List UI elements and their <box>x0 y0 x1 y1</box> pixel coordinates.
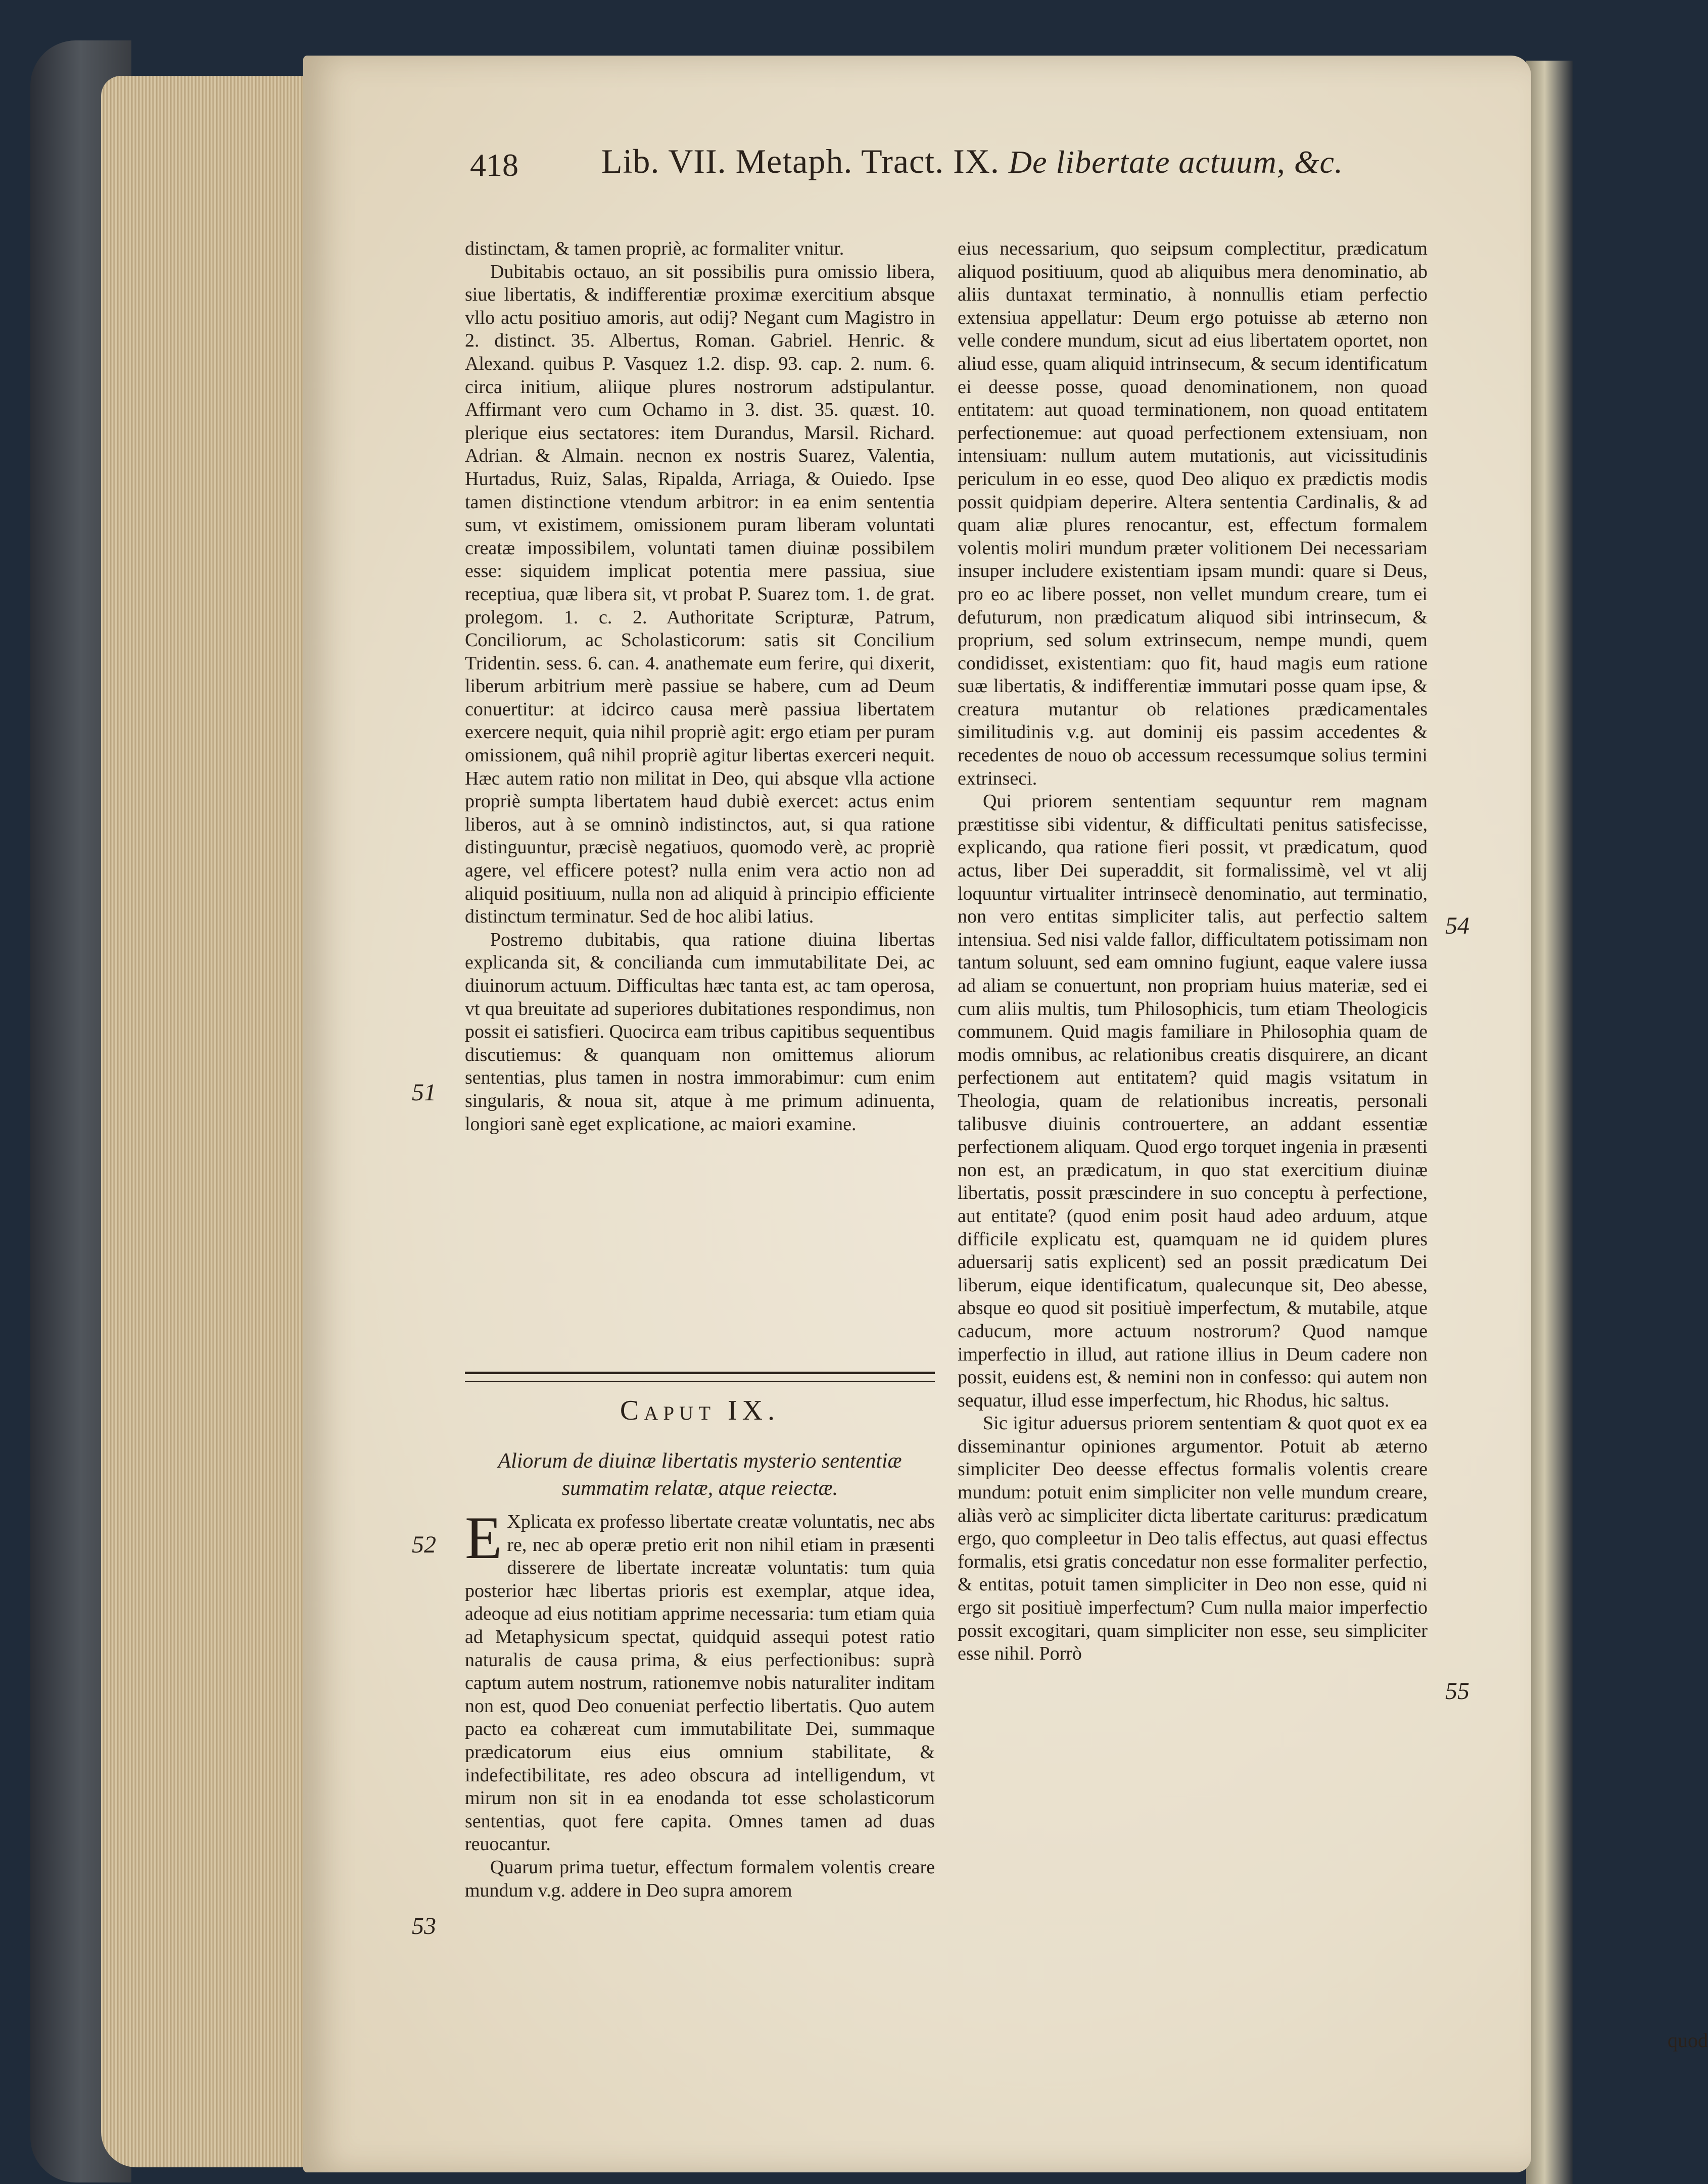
paragraph: distinctam, & tamen propriè, ac formaliter vnitur. <box>465 238 844 259</box>
running-head <box>601 141 1343 181</box>
margin-number: 53 <box>412 1913 436 1939</box>
margin-number: 52 <box>412 1531 436 1558</box>
margin-number: 54 <box>1445 912 1469 939</box>
paragraph: Quarum prima tuetur, effectum formalem volentis creare mundum v.g. addere in Deo supra amorem <box>465 1856 935 1901</box>
book-page <box>303 56 1708 2172</box>
left-column <box>465 237 935 1136</box>
chapter-subtitle: Aliorum de diuinæ libertatis mysterio sententiæ summatim relatæ, atque reiectæ. <box>498 1449 902 1500</box>
section-rule <box>465 1372 935 1382</box>
paragraph-text: Xplicata ex professo libertate creatæ voluntatis, nec abs re, nec ab operæ pretio erit non nihil etiam in præsenti disserere de libertate increatæ voluntatis: tum quia posterior hæc libertas prioris est exemplar, atque idea, adeoque ad eius notitiam apprime necessaria: tum etiam quia ad Metaphysicum spectat, quidquid assequi potest ratio naturalis de causa prima, & eius perfectionibus: suprà captum autem nostrum, rationemve nobis naturaliter inditam non est, quod Deo conueniat perfectio libertatis. Quo autem pacto ea cohæreat cum immutabilitate Dei, summaque prædicatorum eius eius omnium stabilitate, & indefectibilitate, res adeo obscura ad intelligendum, vt mirum non sit in ea enodanda tot esse scholasticorum sententias, quot fere capita. Omnes tamen ad duas reuocantur. <box>465 1511 935 1855</box>
running-subtitle: De libertate actuum, &c. <box>1008 144 1343 180</box>
next-page-edge <box>1526 61 1573 2184</box>
chapter-title: Caput IX. <box>620 1395 780 1426</box>
paragraph: Postremo dubitabis, qua ratione diuina libertas explicanda sit, & concilianda cum immutabilitate Dei, ac diuinorum actuum. Difficultas hæc tanta est, ac tam operosa, vt qua breuitate ad superiores dubitationes respondimus, non possit ei satisfieri. Quocirca eam tribus capitibus sequentibus discutiemus: & quanquam non omittemus aliorum sententias, plus tamen in nostra immorabimur: cum enim singularis, & noua sit, atque à me primum adinuenta, longiori sanè eget explicatione, ac maiori examine. <box>465 929 935 1135</box>
catchword: quod <box>1668 2029 1708 2052</box>
paragraph: Dubitabis octauo, an sit possibilis pura omissio libera, siue libertatis, & indifferentiæ proximæ exercitium absque vllo actu positiuo amoris, aut odij? Negant cum Magistro in 2. distinct. 35. Albertus, Roman. Gabriel. Henric. & Alexand. quibus P. Vasquez 1.2. disp. 93. cap. 2. num. 6. circa initium, aliique plures nostrorum adstipulantur. Affirmant vero cum Ochamo in 3. dist. 35. quæst. 10. plerique eius sectatores: item Durandus, Marsil. Richard. Adrian. & Almain. necnon ex nostris Suarez, Valentia, Hurtadus, Ruiz, Salas, Ripalda, Arriaga, & Ouiedo. Ipse tamen distinctione vtendum arbitror: in ea enim sententia sum, vt existimem, omissionem puram liberam voluntati creatæ impossibilem, voluntati tamen diuinæ possibilem esse: siquidem implicat potentia mere passiua, siue receptiua, quæ libera sit, vt probat P. Suarez tom. 1. de grat. prolegom. 1. c. 2. Authoritate Scripturæ, Patrum, Conciliorum, ac Scholasticorum: satis sit Concilium Tridentin. sess. 6. can. 4. anathemate eum ferire, qui dixerit, liberum arbitrium merè passiue se habere, cum ad Deum conuertitur: at idcirco causa merè passiua libertatem exercere nequit, quia nihil propriè agit: ergo etiam per puram omissionem, quâ nihil propriè agitur libertas exerceri nequit. Hæc autem ratio non militat in Deo, qui absque vlla actione propriè sumpta libertatem haud dubiè exercet: actus enim liberos, aut à se omninò indistinctos, aut, si qua ratione distinguuntur, præcisè negatiuos, quomodo verè, ac propriè agere, vel efficere potest? nulla enim vera actio non ad aliquid positiuum, nulla non ad aliquid à principio efficiente distinctum terminatur. Sed de hoc alibi latius. <box>465 261 935 928</box>
paragraph: eius necessarium, quo seipsum complectitur, prædicatum aliquod positiuum, quod ab aliquibus mera denominatio, ab aliis duntaxat terminatio, à nonnullis etiam perfectio extensiua appellatur: Deum ergo potuisse ab æterno non velle condere mundum, sicut ad eius libertatem oportet, non aliud esse, quam aliquid intrinsecum, & secum identificatum ei deesse posse, quoad denominationem, non quoad entitatem: aut quoad terminationem, non quoad entitatem perfectionemue: aut quoad perfectionem extensiuam, non intensiuam: nullum autem mutationis, aut vicissitudinis periculum in eo esse, quod Deo aliquo ex prædictis modis possit quidpiam deperire. Altera sententia Cardinalis, & ad quam aliæ plures renocantur, est, effectum formalem volentis moliri mundum præter volitionem Dei necessariam insuper includere existentiam ipsam mundi: quare si Deus, pro eo ac libere posset, non vellet mundum creare, tum ei defuturum, non prædicatum aliquod sibi intrinsecum, & proprium, sed solum extrinsecum, nempe mundi, quem condidisset, existentiam: quo fit, haud magis eum ratione suæ libertatis, & indifferentiæ immutari posse quam ipse, & creatura mutantur ob relationes prædicamentales similitudinis v.g. aut dominij eis passim accedentes & recedentes de nouo ob accessum recessumque solius termini extrinseci. <box>958 238 1428 789</box>
page-number: 418 <box>470 147 518 183</box>
margin-number: 55 <box>1445 1678 1469 1705</box>
paragraph: Qui priorem sententiam sequuntur rem magnam præstitisse sibi videntur, & difficultati penitus satisfecisse, explicando, qua ratione fieri possit, vt prædicatum, quod actus, liber Dei superaddit, sit formalissimè, vel vt alij loquuntur virtualiter intrinsecè denominatio, aut terminatio, non vero entitas simpliciter talis, aut perfectio saltem intensiua. Sed nisi valde fallor, difficultatem potissimam non tantum soluunt, sed eam omnino fugiunt, eaque valere iussa ad aliam se conuertunt, non propriam huius materiæ, sed ei cum aliis multis, tum Philosophicis, tum etiam Theologicis communem. Quid magis familiare in Philosophia quam de modis omnibus, ac relationibus creatis disquirere, an dicant perfectionem aut entitatem? quid magis vsitatum in Theologia, quam de relationibus increatis, personali talibusve diuinis controuertere, an addant essentiæ perfectionem aliquam. Quod ergo torquet ingenia in præsenti non est, an prædicatum, in quo stat exercitium diuinæ libertatis, possit præscindere in suo conceptu à perfectione, aut entitate? (quod enim posit haud adeo arduum, atque difficile explicatu est, quamquam ne id quidem plures aduersarij satis explicent) sed an possit prædicatum Dei liberum, eique identificatum, qualecunque sit, Deo abesse, absque eo quod sit positiuè imperfectum, & mutabile, atque caducum, more actuum nostrorum? Quod namque imperfectio in illud, aut ratione illius in Deum cadere non possit, euidens est, & nemini non in confesso: qui autem non sequatur, illud esse imperfectum, hic Rhodus, hic saltus. <box>958 791 1428 1411</box>
right-column <box>958 237 1428 1666</box>
drop-cap: E <box>465 1504 502 1571</box>
running-title: Lib. VII. Metaph. Tract. IX. <box>601 142 1000 180</box>
margin-number: 51 <box>412 1079 436 1106</box>
paragraph <box>465 1504 935 1856</box>
chapter-body <box>465 1504 935 1902</box>
paragraph: Sic igitur aduersus priorem sententiam & quot quot ex ea disseminantur opiniones argumentor. Potuit ab æterno simpliciter Deo deesse effectus formalis volentis creare mundum: potuit enim simpliciter non velle mundum creare, aliàs verò ac simpliciter dicta libertate cariturus: prædicatum ergo, quo compleetur in Deo talis effectus, aut quasi effectus formalis, etsi gratis concedatur non esse formaliter perfectio, & entitas, potuit tamen simpliciter in Deo non esse, quid ni ergo sit positiuè imperfectum? Cum nulla maior imperfectio possit excogitari, quam simpliciter non esse, seu simpliciter esse nihil. Porrò <box>958 1413 1428 1665</box>
page-edges <box>101 76 313 2167</box>
